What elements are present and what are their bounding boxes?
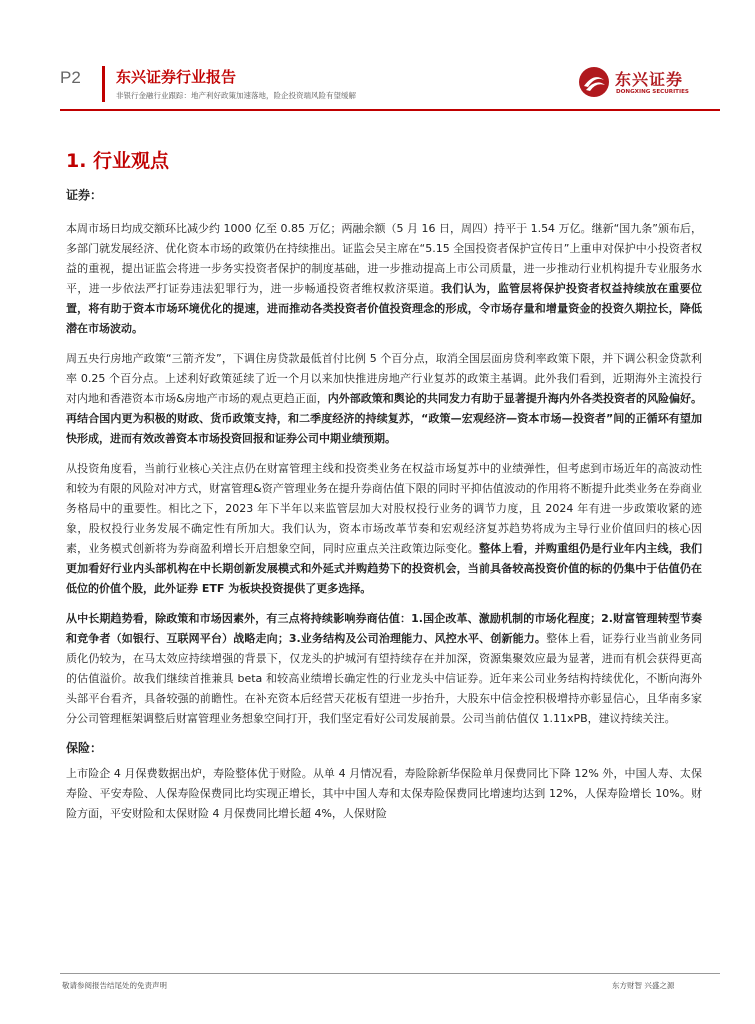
disclaimer-note: 敬请参阅报告结尾处的免责声明: [62, 981, 167, 990]
report-body: [66, 186, 702, 834]
footer-divider: [60, 973, 720, 974]
securities-paragraph-2: 周五央行房地产政策“三箭齐发”，下调住房贷款最低首付比例 5 个百分点，取消全国层面房贷利率政策下限，并下调公积金贷款利率 0.25 个百分点。上述利好政策延续了近一个月以来加快推进房地产行业复苏的政策主基调。此外我们看到，近期海外主流投行对内地和香港资本市场&房地产市场的观点更趋正面，内外部政策和舆论的共同发力有助于显著提升海内外各类投资者的风险偏好。再结合国内更为积极的财政、货币政策支持，和二季度经济的持续复苏，“政策—宏观经济—资本市场—投资者”间的正循环有望加快形成，进而有效改善资本市场投资回报和证券公司中期业绩预期。: [66, 352, 703, 445]
company-logo: [578, 66, 718, 100]
page-number: P2: [60, 68, 81, 87]
insurance-paragraph-1: 上市险企 4 月保费数据出炉，寿险整体优于财险。从单 4 月情况看，寿险除新华保险单月保费同比下降 12% 外，中国人寿、太保寿险、平安寿险、人保寿险保费同比均实现正增长，其中中国人寿和太保寿险保费同比增速均达到 12%，人保寿险增长 10%。财险方面，平安财险和太保财险 4 月保费同比增长超 4%，人保财险: [66, 767, 702, 820]
securities-label: 证券：: [66, 188, 103, 202]
footer-slogan: 东方财智 兴盛之源: [612, 981, 675, 990]
securities-paragraph-3: 从投资角度看，当前行业核心关注点仍在财富管理主线和投资类业务在权益市场复苏中的业绩弹性，但考虑到市场近年的高波动性和较为有限的风险对冲方式，财富管理&资产管理业务在提升券商估值下限的同时平抑估值波动的作用将不断提升此类业务在券商业务格局中的重要性。相比之下，2023 年下半年以来监管层加大对股权投行业务的调节力度，且 2024 年有进一步政策收紧的迹象，股权投行业务发展不确定性有所加大。我们认为，资本市场改革节奏和宏观经济复苏趋势将成为主导行业价值回归的核心因素，业务模式创新将为券商盈利增长开启想象空间，同时应重点关注政策边际变化。整体上看，并购重组仍是行业年内主线，我们更加看好行业内头部机构在中长期创新发展模式和外延式并购趋势下的投资机会，当前具备较高投资价值的标的仍集中于估值仍在低位的价值个股，此外证券 ETF 为板块投资提供了更多选择。: [66, 462, 703, 595]
header-accent-bar: [102, 66, 105, 102]
logo-text-en: DONGXING SECURITIES: [616, 89, 689, 95]
header-divider: [60, 109, 720, 111]
report-title: 东兴证券行业报告: [116, 68, 237, 86]
insurance-label: 保险：: [66, 741, 103, 755]
securities-paragraph-1: 本周市场日均成交额环比减少约 1000 亿至 0.85 万亿；两融余额（5 月 16 日，周四）持平于 1.54 万亿。继新“国九条”颁布后，多部门就发展经济、优化资本市场的政策仍在持续推出。证监会吴主席在“5.15 全国投资者保护宣传日”上重申对保护中小投资者权益的重视，提出证监会将进一步务实投资者保护的制度基础，进一步推动提高上市公司质量，进一步推动行业机构提升专业服务水平，进一步依法严打证券违法犯罪行为，进一步畅通投资者维权救济渠道。我们认为，监管层将保护投资者权益持续放在重要位置，将有助于资本市场环境优化的提速，进而推动各类投资者价值投资理念的形成，令市场存量和增量资金的投资久期拉长，降低潜在市场波动。: [66, 222, 702, 335]
securities-paragraph-4: 从中长期趋势看，除政策和市场因素外，有三点将持续影响券商估值：1.国企改革、激励机制的市场化程度；2.财富管理转型节奏和竞争者（如银行、互联网平台）战略走向；3.业务结构及公司治理能力、风控水平、创新能力。整体上看，证券行业当前业务同质化仍较为，在马太效应持续增强的背景下，仅龙头的护城河有望持续存在并加深，资源集聚效应最为显著，进而有机会获得更高的估值溢价。故我们继续首推兼具 beta 和较高业绩增长确定性的行业龙头中信证券。近年来公司业务结构持续优化，不断向海外头部平台看齐，具备较强的前瞻性。在补充资本后经营天花板有望进一步抬升，大股东中信金控积极增持亦彰显信心，且华南多家分公司管理框架调整后财富管理业务想象空间打开，我们坚定看好公司发展前景。公司当前估值仅 1.11xPB，建议持续关注。: [66, 612, 702, 725]
section-heading: 1. 行业观点: [66, 150, 170, 172]
logo-text-cn: 东兴证券: [615, 70, 684, 89]
logo-mark-icon: [578, 66, 610, 98]
report-subtitle: 非银行金融行业跟踪：地产利好政策加速落地，险企投资端风险有望缓解: [116, 91, 356, 100]
